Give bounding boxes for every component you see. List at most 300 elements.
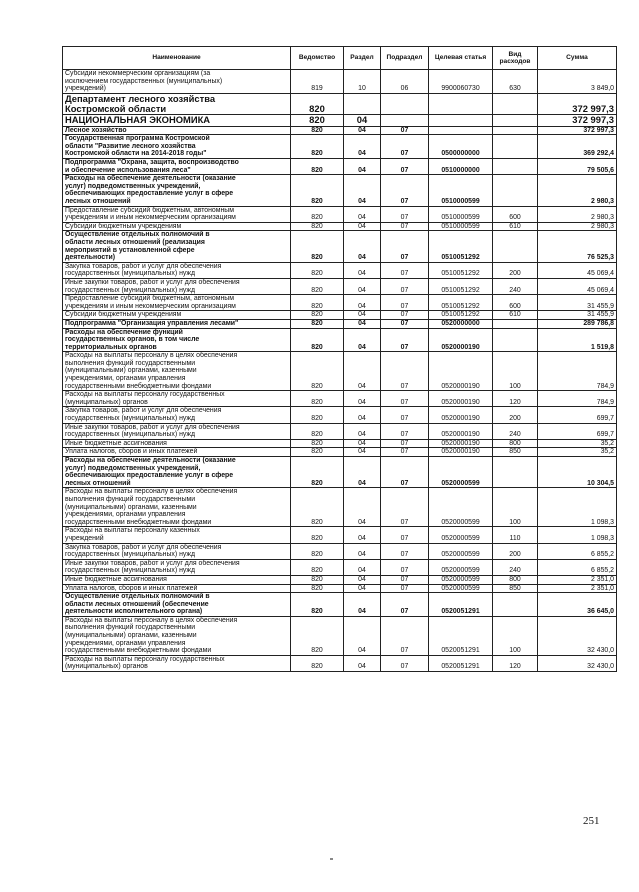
cell-name-line: Подпрограмма "Охрана, защита, воспроизводство bbox=[65, 159, 239, 167]
cell-section: 04 bbox=[344, 222, 381, 231]
cell-target: 0510000000 bbox=[429, 159, 493, 175]
cell-section: 04 bbox=[344, 527, 381, 543]
cell-subsection: 07 bbox=[381, 328, 429, 352]
budget-table-container bbox=[62, 46, 616, 672]
cell-sum: 31 455,9 bbox=[538, 311, 617, 320]
table-body bbox=[63, 70, 617, 672]
cell-section: 04 bbox=[344, 328, 381, 352]
cell-name-line: (муниципальных) органов bbox=[65, 663, 148, 671]
cell-subsection: 07 bbox=[381, 126, 429, 135]
cell-name-line: Предоставление субсидий бюджетным, автономным bbox=[65, 295, 234, 303]
header-sum: Сумма bbox=[538, 47, 617, 70]
cell-dept: 820 bbox=[291, 448, 344, 457]
cell-dept: 820 bbox=[291, 135, 344, 159]
table-row bbox=[63, 616, 617, 655]
cell-sum: 35,2 bbox=[538, 448, 617, 457]
cell-name bbox=[63, 352, 291, 391]
table-row bbox=[63, 135, 617, 159]
cell-sum: 2 980,3 bbox=[538, 206, 617, 222]
cell-dept: 820 bbox=[291, 311, 344, 320]
cell-target: 0520051291 bbox=[429, 655, 493, 671]
cell-target: 0520000599 bbox=[429, 543, 493, 559]
cell-dept: 820 bbox=[291, 222, 344, 231]
cell-name bbox=[63, 593, 291, 617]
cell-name bbox=[63, 575, 291, 584]
cell-name-line: выполнения функций государственными bbox=[65, 495, 196, 503]
cell-name bbox=[63, 457, 291, 488]
cell-sum: 2 351,0 bbox=[538, 584, 617, 593]
cell-subsection: 06 bbox=[381, 70, 429, 94]
cell-section bbox=[344, 93, 381, 115]
table-row bbox=[63, 231, 617, 262]
table-row bbox=[63, 93, 617, 115]
cell-name-line: (муниципальными) органами, казенными bbox=[65, 503, 197, 511]
cell-sum: 2 980,3 bbox=[538, 175, 617, 206]
cell-type: 610 bbox=[493, 311, 538, 320]
cell-type: 200 bbox=[493, 262, 538, 278]
cell-subsection: 07 bbox=[381, 488, 429, 527]
header-name: Наименование bbox=[63, 47, 291, 70]
cell-name-line: исключением государственных (муниципальных) bbox=[65, 77, 223, 85]
cell-section: 04 bbox=[344, 423, 381, 439]
cell-subsection bbox=[381, 115, 429, 126]
cell-subsection bbox=[381, 93, 429, 115]
cell-dept: 820 bbox=[291, 175, 344, 206]
cell-sum: 10 304,5 bbox=[538, 457, 617, 488]
cell-name-line: Расходы на выплаты персоналу в целях обеспечения bbox=[65, 616, 238, 624]
cell-name-line: Иные бюджетные ассигнования bbox=[65, 575, 167, 583]
cell-name-line: Лесное хозяйство bbox=[65, 126, 127, 134]
header-target: Целевая статья bbox=[429, 47, 493, 70]
cell-name bbox=[63, 407, 291, 423]
cell-sum: 699,7 bbox=[538, 423, 617, 439]
cell-dept: 820 bbox=[291, 407, 344, 423]
cell-name-line: Расходы на обеспечение деятельности (оказание bbox=[65, 457, 236, 465]
cell-section: 04 bbox=[344, 262, 381, 278]
cell-target: 0520000599 bbox=[429, 559, 493, 575]
cell-type: 600 bbox=[493, 295, 538, 311]
cell-sum: 372 997,3 bbox=[538, 115, 617, 126]
cell-target: 0520000599 bbox=[429, 488, 493, 527]
cell-section: 04 bbox=[344, 352, 381, 391]
cell-section: 04 bbox=[344, 391, 381, 407]
cell-section: 04 bbox=[344, 593, 381, 617]
cell-name bbox=[63, 543, 291, 559]
cell-target: 0510051292 bbox=[429, 278, 493, 294]
cell-dept: 820 bbox=[291, 352, 344, 391]
cell-sum: 6 855,2 bbox=[538, 543, 617, 559]
cell-dept: 820 bbox=[291, 115, 344, 126]
cell-name-line: Иные закупки товаров, работ и услуг для обеспечения bbox=[65, 278, 240, 286]
table-row bbox=[63, 559, 617, 575]
cell-name-line: Закупка товаров, работ и услуг для обеспечения bbox=[65, 543, 222, 551]
cell-target: 0520000599 bbox=[429, 584, 493, 593]
cell-target: 0500000000 bbox=[429, 135, 493, 159]
table-row bbox=[63, 575, 617, 584]
cell-section: 04 bbox=[344, 175, 381, 206]
cell-subsection: 07 bbox=[381, 231, 429, 262]
cell-type bbox=[493, 126, 538, 135]
cell-section: 10 bbox=[344, 70, 381, 94]
cell-name bbox=[63, 391, 291, 407]
cell-target bbox=[429, 93, 493, 115]
cell-name bbox=[63, 222, 291, 231]
cell-type: 100 bbox=[493, 352, 538, 391]
table-row bbox=[63, 352, 617, 391]
page-number: 251 bbox=[583, 815, 600, 827]
cell-name-line: учреждениями, органами управления bbox=[65, 511, 186, 519]
cell-section: 04 bbox=[344, 159, 381, 175]
cell-name-line: учреждений bbox=[65, 534, 104, 542]
table-row bbox=[63, 295, 617, 311]
cell-name bbox=[63, 231, 291, 262]
cell-name bbox=[63, 559, 291, 575]
cell-sum: 289 786,8 bbox=[538, 319, 617, 328]
table-row bbox=[63, 319, 617, 328]
cell-name-line: области лесных отношений (обеспечение bbox=[65, 600, 209, 608]
cell-name-line: государственными внебюджетными фондами bbox=[65, 518, 212, 526]
cell-name bbox=[63, 262, 291, 278]
cell-name-line: Государственная программа Костромской bbox=[65, 135, 210, 143]
cell-name-line: Расходы на выплаты персоналу казенных bbox=[65, 527, 200, 535]
table-row bbox=[63, 448, 617, 457]
cell-name bbox=[63, 135, 291, 159]
table-row bbox=[63, 206, 617, 222]
cell-target bbox=[429, 126, 493, 135]
cell-type: 200 bbox=[493, 407, 538, 423]
cell-name-line: государственных (муниципальных) нужд bbox=[65, 567, 196, 575]
cell-name-line: Субсидии бюджетным учреждениям bbox=[65, 222, 182, 230]
table-row bbox=[63, 457, 617, 488]
cell-dept: 820 bbox=[291, 319, 344, 328]
cell-name-line: государственных (муниципальных) нужд bbox=[65, 431, 196, 439]
cell-dept: 820 bbox=[291, 328, 344, 352]
cell-name bbox=[63, 328, 291, 352]
cell-subsection: 07 bbox=[381, 159, 429, 175]
cell-dept: 820 bbox=[291, 423, 344, 439]
cell-sum: 1 098,3 bbox=[538, 527, 617, 543]
cell-sum: 1 098,3 bbox=[538, 488, 617, 527]
cell-name bbox=[63, 448, 291, 457]
cell-type bbox=[493, 159, 538, 175]
cell-name-line: выполнения функций государственными bbox=[65, 624, 196, 632]
cell-dept: 820 bbox=[291, 616, 344, 655]
cell-target: 0520000190 bbox=[429, 448, 493, 457]
cell-type bbox=[493, 319, 538, 328]
cell-dept: 820 bbox=[291, 575, 344, 584]
cell-name-line: Расходы на обеспечение функций bbox=[65, 328, 183, 336]
cell-sum: 32 430,0 bbox=[538, 616, 617, 655]
cell-name-line: учреждениям и иным некоммерческим организациям bbox=[65, 302, 236, 310]
cell-subsection: 07 bbox=[381, 439, 429, 448]
cell-sum: 45 069,4 bbox=[538, 262, 617, 278]
cell-name-line: услуг) подведомственных учреждений, bbox=[65, 464, 201, 472]
cell-type bbox=[493, 93, 538, 115]
cell-name bbox=[63, 93, 291, 115]
table-row bbox=[63, 655, 617, 671]
cell-name-line: государственных (муниципальных) нужд bbox=[65, 270, 196, 278]
cell-dept: 820 bbox=[291, 593, 344, 617]
table-header-row bbox=[63, 47, 617, 70]
cell-name-line: (муниципальными) органами, казенными bbox=[65, 367, 197, 375]
cell-target: 0520000599 bbox=[429, 527, 493, 543]
cell-target: 0510051292 bbox=[429, 311, 493, 320]
cell-section: 04 bbox=[344, 543, 381, 559]
cell-name bbox=[63, 278, 291, 294]
cell-type: 110 bbox=[493, 527, 538, 543]
cell-section: 04 bbox=[344, 655, 381, 671]
cell-sum: 372 997,3 bbox=[538, 126, 617, 135]
cell-sum: 699,7 bbox=[538, 407, 617, 423]
cell-type: 240 bbox=[493, 278, 538, 294]
cell-subsection: 07 bbox=[381, 593, 429, 617]
cell-name bbox=[63, 175, 291, 206]
cell-name-line: Закупка товаров, работ и услуг для обеспечения bbox=[65, 262, 222, 270]
cell-type: 120 bbox=[493, 655, 538, 671]
cell-subsection: 07 bbox=[381, 616, 429, 655]
cell-dept: 820 bbox=[291, 295, 344, 311]
cell-sum: 2 980,3 bbox=[538, 222, 617, 231]
cell-type: 800 bbox=[493, 575, 538, 584]
cell-subsection: 07 bbox=[381, 311, 429, 320]
table-row bbox=[63, 584, 617, 593]
cell-subsection: 07 bbox=[381, 206, 429, 222]
cell-name bbox=[63, 527, 291, 543]
cell-name-line: Субсидии некоммерческим организациям (за bbox=[65, 70, 211, 77]
cell-section: 04 bbox=[344, 488, 381, 527]
table-row bbox=[63, 126, 617, 135]
cell-target: 0520000190 bbox=[429, 407, 493, 423]
cell-subsection: 07 bbox=[381, 655, 429, 671]
cell-name-line: Иные бюджетные ассигнования bbox=[65, 439, 167, 447]
cell-section: 04 bbox=[344, 231, 381, 262]
cell-type bbox=[493, 593, 538, 617]
cell-type bbox=[493, 457, 538, 488]
cell-sum: 3 849,0 bbox=[538, 70, 617, 94]
cell-sum: 1 519,8 bbox=[538, 328, 617, 352]
cell-name-line: Расходы на выплаты персоналу в целях обеспечения bbox=[65, 488, 238, 496]
cell-name-line: услуг) подведомственных учреждений, bbox=[65, 182, 201, 190]
cell-sum: 36 645,0 bbox=[538, 593, 617, 617]
table-row bbox=[63, 262, 617, 278]
cell-name bbox=[63, 616, 291, 655]
cell-subsection: 07 bbox=[381, 527, 429, 543]
cell-section: 04 bbox=[344, 278, 381, 294]
cell-subsection: 07 bbox=[381, 135, 429, 159]
cell-subsection: 07 bbox=[381, 407, 429, 423]
cell-dept: 820 bbox=[291, 655, 344, 671]
cell-name-line: государственными внебюджетными фондами bbox=[65, 647, 212, 655]
header-section: Раздел bbox=[344, 47, 381, 70]
cell-dept: 820 bbox=[291, 93, 344, 115]
cell-section: 04 bbox=[344, 448, 381, 457]
cell-target: 0520000190 bbox=[429, 352, 493, 391]
cell-name-line: государственных (муниципальных) нужд bbox=[65, 286, 196, 294]
cell-type bbox=[493, 328, 538, 352]
cell-name-line: учреждений) bbox=[65, 85, 106, 93]
cell-name-line: государственных (муниципальных) нужд bbox=[65, 415, 196, 423]
cell-name-line: Иные закупки товаров, работ и услуг для обеспечения bbox=[65, 559, 240, 567]
cell-type bbox=[493, 115, 538, 126]
cell-type bbox=[493, 175, 538, 206]
cell-name-line: области лесных отношений (реализация bbox=[65, 238, 205, 246]
cell-name bbox=[63, 584, 291, 593]
cell-name-line: НАЦИОНАЛЬНАЯ ЭКОНОМИКА bbox=[65, 114, 211, 126]
header-dept: Ведомство bbox=[291, 47, 344, 70]
cell-name-line: Костромской области на 2014-2018 годы" bbox=[65, 150, 207, 158]
cell-sum: 784,9 bbox=[538, 391, 617, 407]
cell-target: 0520000190 bbox=[429, 439, 493, 448]
cell-target: 0510051292 bbox=[429, 295, 493, 311]
cell-section: 04 bbox=[344, 616, 381, 655]
table-row bbox=[63, 407, 617, 423]
cell-target: 0520051291 bbox=[429, 593, 493, 617]
cell-name-line: государственными внебюджетными фондами bbox=[65, 382, 212, 390]
table-row bbox=[63, 115, 617, 126]
cell-name bbox=[63, 295, 291, 311]
cell-name-line: Расходы на выплаты персоналу государственных bbox=[65, 655, 225, 663]
cell-name-line: (муниципальных) органов bbox=[65, 398, 148, 406]
cell-name-line: деятельности исполнительного органа) bbox=[65, 608, 203, 616]
cell-dept: 820 bbox=[291, 488, 344, 527]
cell-dept: 820 bbox=[291, 584, 344, 593]
cell-subsection: 07 bbox=[381, 262, 429, 278]
cell-section: 04 bbox=[344, 457, 381, 488]
table-row bbox=[63, 543, 617, 559]
cell-name-line: учреждениям и иным некоммерческим организациям bbox=[65, 214, 236, 222]
cell-section: 04 bbox=[344, 311, 381, 320]
cell-target: 0510051292 bbox=[429, 262, 493, 278]
cell-subsection: 07 bbox=[381, 559, 429, 575]
cell-section: 04 bbox=[344, 439, 381, 448]
cell-name bbox=[63, 126, 291, 135]
cell-name-line: деятельности) bbox=[65, 254, 116, 262]
cell-dept: 819 bbox=[291, 70, 344, 94]
cell-name-line: государственных (муниципальных) нужд bbox=[65, 551, 196, 559]
cell-section: 04 bbox=[344, 575, 381, 584]
cell-type bbox=[493, 135, 538, 159]
cell-name-line: Уплата налогов, сборов и иных платежей bbox=[65, 448, 198, 456]
budget-table bbox=[62, 46, 617, 672]
cell-target bbox=[429, 115, 493, 126]
cell-subsection: 07 bbox=[381, 575, 429, 584]
cell-sum: 45 069,4 bbox=[538, 278, 617, 294]
table-row bbox=[63, 391, 617, 407]
cell-name bbox=[63, 655, 291, 671]
cell-name bbox=[63, 206, 291, 222]
cell-type: 120 bbox=[493, 391, 538, 407]
cell-section: 04 bbox=[344, 206, 381, 222]
cell-dept: 820 bbox=[291, 527, 344, 543]
cell-type: 800 bbox=[493, 439, 538, 448]
cell-sum: 76 525,3 bbox=[538, 231, 617, 262]
cell-name-line: Закупка товаров, работ и услуг для обеспечения bbox=[65, 407, 222, 415]
cell-name-line: (муниципальными) органами, казенными bbox=[65, 632, 197, 640]
table-row bbox=[63, 311, 617, 320]
cell-type: 630 bbox=[493, 70, 538, 94]
cell-section: 04 bbox=[344, 115, 381, 126]
cell-dept: 820 bbox=[291, 159, 344, 175]
cell-target: 0520000599 bbox=[429, 457, 493, 488]
cell-sum: 784,9 bbox=[538, 352, 617, 391]
cell-sum: 35,2 bbox=[538, 439, 617, 448]
cell-type: 240 bbox=[493, 559, 538, 575]
table-row bbox=[63, 593, 617, 617]
cell-section: 04 bbox=[344, 126, 381, 135]
cell-dept: 820 bbox=[291, 559, 344, 575]
cell-type: 100 bbox=[493, 616, 538, 655]
cell-target: 0520051291 bbox=[429, 616, 493, 655]
cell-name-line: Расходы на обеспечение деятельности (оказание bbox=[65, 175, 236, 183]
table-row bbox=[63, 488, 617, 527]
cell-subsection: 07 bbox=[381, 543, 429, 559]
cell-type: 240 bbox=[493, 423, 538, 439]
cell-section: 04 bbox=[344, 559, 381, 575]
table-row bbox=[63, 70, 617, 94]
cell-dept: 820 bbox=[291, 391, 344, 407]
cell-name-line: Осуществление отдельных полномочий в bbox=[65, 231, 210, 239]
cell-section: 04 bbox=[344, 135, 381, 159]
cell-name-line: Осуществление отдельных полномочий в bbox=[65, 593, 210, 601]
cell-name-line: учреждениями, органами управления bbox=[65, 639, 186, 647]
cell-name-line: территориальных органов bbox=[65, 343, 157, 351]
table-row bbox=[63, 527, 617, 543]
cell-name-line: Предоставление субсидий бюджетным, автономным bbox=[65, 206, 234, 214]
cell-name-line: Костромской области bbox=[65, 103, 167, 115]
cell-name-line: Подпрограмма "Организация управления лесами" bbox=[65, 319, 239, 327]
cell-name-line: Расходы на выплаты персоналу в целях обеспечения bbox=[65, 352, 238, 360]
cell-section: 04 bbox=[344, 295, 381, 311]
cell-dept: 820 bbox=[291, 206, 344, 222]
cell-dept: 820 bbox=[291, 278, 344, 294]
cell-name-line: Иные закупки товаров, работ и услуг для обеспечения bbox=[65, 423, 240, 431]
table-row bbox=[63, 423, 617, 439]
cell-subsection: 07 bbox=[381, 448, 429, 457]
cell-sum: 372 997,3 bbox=[538, 93, 617, 115]
cell-subsection: 07 bbox=[381, 295, 429, 311]
table-row bbox=[63, 328, 617, 352]
cell-name-line: государственных органов, в том числе bbox=[65, 336, 200, 344]
cell-type: 850 bbox=[493, 584, 538, 593]
cell-target: 0520000000 bbox=[429, 319, 493, 328]
cell-target: 0520000599 bbox=[429, 575, 493, 584]
table-row bbox=[63, 439, 617, 448]
cell-section: 04 bbox=[344, 407, 381, 423]
cell-name bbox=[63, 115, 291, 126]
cell-dept: 820 bbox=[291, 231, 344, 262]
cell-name-line: Департамент лесного хозяйства bbox=[65, 93, 216, 104]
cell-type: 600 bbox=[493, 206, 538, 222]
cell-name bbox=[63, 319, 291, 328]
cell-type: 610 bbox=[493, 222, 538, 231]
cell-sum: 2 351,0 bbox=[538, 575, 617, 584]
cell-subsection: 07 bbox=[381, 175, 429, 206]
cell-dept: 820 bbox=[291, 457, 344, 488]
cell-subsection: 07 bbox=[381, 584, 429, 593]
table-row bbox=[63, 278, 617, 294]
cell-target: 0520000190 bbox=[429, 423, 493, 439]
cell-name-line: мероприятий в установленной сфере bbox=[65, 246, 195, 254]
cell-target: 0510000599 bbox=[429, 222, 493, 231]
cell-target: 0520000190 bbox=[429, 328, 493, 352]
cell-dept: 820 bbox=[291, 543, 344, 559]
cell-name-line: обеспечивающих предоставление услуг в сфере bbox=[65, 190, 234, 198]
cell-sum: 369 292,4 bbox=[538, 135, 617, 159]
cell-name-line: учреждениями, органами управления bbox=[65, 375, 186, 383]
cell-type: 100 bbox=[493, 488, 538, 527]
cell-subsection: 07 bbox=[381, 278, 429, 294]
cell-name bbox=[63, 159, 291, 175]
